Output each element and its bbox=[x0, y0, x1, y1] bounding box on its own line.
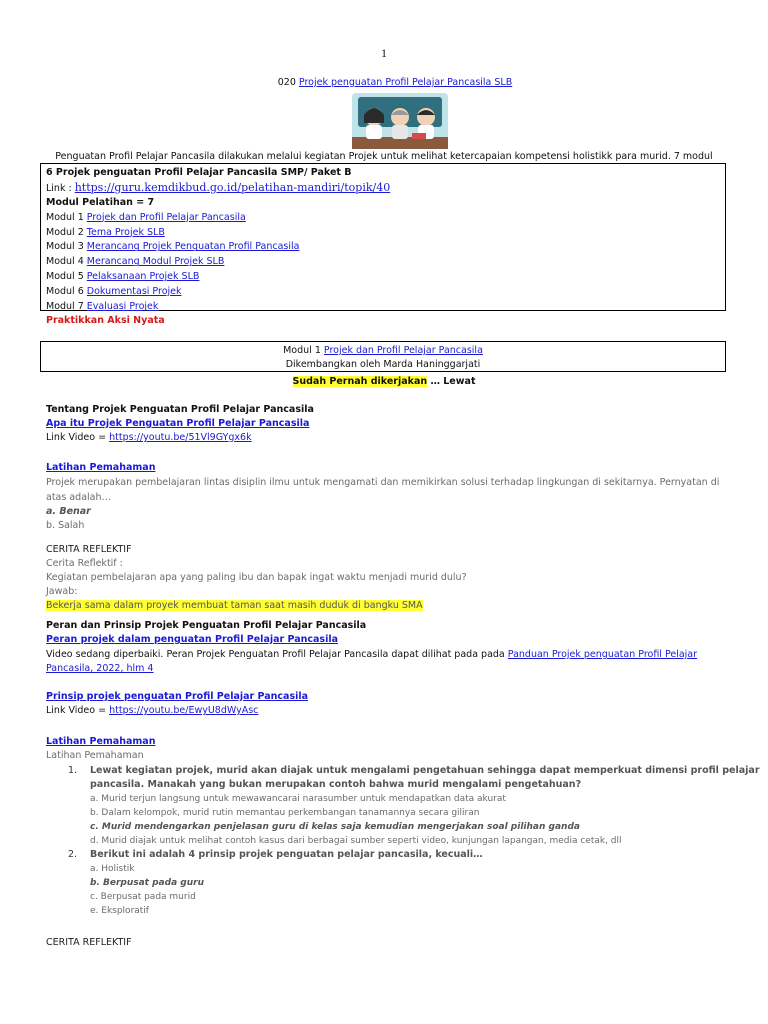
modul-prefix: Modul 1 bbox=[46, 211, 87, 223]
apa-itu-link[interactable]: Apa itu Projek Penguatan Profil Pelajar Pancasila bbox=[46, 418, 310, 429]
video-label: Link Video = bbox=[46, 432, 110, 443]
page-number: 1 bbox=[381, 46, 387, 60]
latihan-1-option-a[interactable]: a. Benar bbox=[46, 506, 91, 517]
section-2-title: Peran dan Prinsip Projek Penguatan Profil Pelajar Pancasila bbox=[46, 620, 367, 631]
modul-link-6[interactable]: Dokumentasi Projek bbox=[86, 286, 182, 298]
doc-title-line bbox=[0, 77, 768, 88]
q2-option-c[interactable]: c. Berpusat pada murid bbox=[90, 892, 196, 902]
section-title: Tentang Projek Penguatan Profil Pelajar Pancasila bbox=[46, 404, 314, 415]
prinsip-link[interactable]: Prinsip projek penguatan Profil Pelajar Pancasila bbox=[46, 691, 309, 702]
modul-prefix: Modul 6 bbox=[46, 286, 87, 298]
cerita-reflektif-1 bbox=[46, 543, 736, 613]
aksi-nyata-label: Praktikkan Aksi Nyata bbox=[46, 315, 165, 326]
modul-count: Modul Pelatihan = 7 bbox=[46, 196, 155, 208]
latihan-1-title[interactable]: Latihan Pemahaman bbox=[46, 462, 156, 473]
course-info-box bbox=[40, 163, 726, 311]
modul1-title-row bbox=[41, 344, 725, 358]
question-1-line1: Lewat kegiatan projek, murid akan diajak untuk mengalami pengetahuan sehingga dapat memperkuat dimensi profil pelajar bbox=[90, 765, 760, 776]
modul-link-1[interactable]: Projek dan Profil Pelajar Pancasila bbox=[86, 211, 246, 223]
modul1-box bbox=[40, 341, 726, 372]
question-2-line1: Berikut ini adalah 4 prinsip projek penguatan pelajar pancasila, kecuali… bbox=[90, 849, 483, 860]
latihan-1 bbox=[46, 461, 736, 533]
modul-prefix: Modul 3 bbox=[46, 241, 87, 253]
students-illustration bbox=[352, 93, 448, 149]
question-number: 2. bbox=[68, 849, 78, 860]
modul-prefix: Modul 4 bbox=[46, 256, 87, 268]
cerita-1-jawab: Jawab: bbox=[46, 586, 78, 597]
q2-option-e[interactable]: e. Eksploratif bbox=[90, 906, 149, 916]
latihan-2 bbox=[46, 735, 736, 763]
question-1-line2: pancasila. Manakah yang bukan merupakan contoh bahwa murid mengalami pengetahuan? bbox=[90, 779, 582, 790]
section-tentang bbox=[46, 403, 736, 445]
question-2 bbox=[46, 848, 736, 862]
modul1-prefix: Modul 1 bbox=[283, 345, 324, 356]
modul-prefix: Modul 7 bbox=[46, 301, 87, 313]
cerita-reflektif-2 bbox=[46, 936, 736, 950]
developer-line: Dikembangkan oleh Marda Haninggarjati bbox=[285, 358, 481, 370]
latihan-2-title[interactable]: Latihan Pemahaman bbox=[46, 736, 156, 747]
section-peran bbox=[46, 619, 736, 676]
modul-prefix: Modul 5 bbox=[46, 271, 87, 283]
q2-option-a[interactable]: a. Holistik bbox=[90, 864, 135, 874]
modul-row-3 bbox=[46, 240, 720, 255]
question-list bbox=[46, 764, 760, 918]
panduan-link-cont[interactable]: Pancasila, 2022, hlm 4 bbox=[46, 663, 154, 674]
cerita-1-question: Kegiatan pembelajaran apa yang paling ibu dan bapak ingat waktu menjadi murid dulu? bbox=[46, 572, 467, 583]
title-prefix: 020 bbox=[277, 77, 299, 88]
link-label: Link : bbox=[46, 182, 75, 194]
modul-link-7[interactable]: Evaluasi Projek bbox=[86, 301, 159, 313]
video-link-2[interactable]: https://youtu.be/EwyU8dWyAsc bbox=[109, 705, 259, 716]
q2-option-b[interactable]: b. Berpusat pada guru bbox=[90, 878, 204, 888]
q1-option-d[interactable]: d. Murid diajak untuk melihat contoh kasus dari berbagai sumber seperti video, kunjungan lapangan, media cetak, dll bbox=[90, 836, 622, 846]
modul-row-7 bbox=[46, 300, 720, 315]
question-1 bbox=[46, 764, 760, 792]
latihan-2-subtitle: Latihan Pemahaman bbox=[46, 750, 144, 761]
modul1-link[interactable]: Projek dan Profil Pelajar Pancasila bbox=[323, 345, 483, 356]
cerita-1-subtitle: Cerita Reflektif : bbox=[46, 558, 123, 569]
video-row-2 bbox=[46, 704, 736, 718]
cerita-2-title: CERITA REFLEKTIF bbox=[46, 937, 132, 948]
status-highlight: Sudah Pernah dikerjakan bbox=[292, 376, 428, 387]
modul-row-1 bbox=[46, 211, 720, 226]
title-link[interactable]: Projek penguatan Profil Pelajar Pancasila SLB bbox=[298, 77, 513, 88]
modul-link-3[interactable]: Merancang Projek Penguatan Profil Pancasila bbox=[86, 241, 300, 253]
video-note-line bbox=[46, 648, 736, 662]
status-rest: … Lewat bbox=[427, 376, 476, 387]
q1-option-c[interactable]: c. Murid mendengarkan penjelasan guru di kelas saja kemudian mengerjakan soal pilihan ganda bbox=[90, 822, 580, 832]
latihan-1-question-line1: Projek merupakan pembelajaran lintas disiplin ilmu untuk mengamati dan memikirkan solusi terhadap lingkungan di sekitarnya. Pernyatan di bbox=[46, 477, 720, 488]
video-note-text: Video sedang diperbaiki. Peran Projek Penguatan Profil Pelajar Pancasila dapat dilihat pada pada bbox=[46, 649, 508, 660]
modul-link-2[interactable]: Tema Projek SLB bbox=[86, 226, 165, 238]
video-link-1[interactable]: https://youtu.be/51Vl9GYgx6k bbox=[109, 432, 252, 443]
cerita-1-title: CERITA REFLEKTIF bbox=[46, 544, 132, 555]
latihan-1-question-line2: atas adalah… bbox=[46, 492, 111, 503]
modul-row-2 bbox=[46, 226, 720, 241]
modul-link-5[interactable]: Pelaksanaan Projek SLB bbox=[86, 271, 200, 283]
cerita-1-answer: Bekerja sama dalam proyek membuat taman saat masih duduk di bangku SMA bbox=[46, 600, 423, 611]
q1-option-b[interactable]: b. Dalam kelompok, murid rutin memantau perkembangan tanamannya secara giliran bbox=[90, 808, 480, 818]
latihan-1-option-b[interactable]: b. Salah bbox=[46, 520, 85, 531]
modul-row-4 bbox=[46, 255, 720, 270]
panduan-link[interactable]: Panduan Projek penguatan Profil Pelajar bbox=[507, 649, 698, 660]
course-url-link[interactable]: https://guru.kemdikbud.go.id/pelatihan-mandiri/topik/40 bbox=[74, 180, 391, 194]
course-heading: 6 Projek penguatan Profil Pelajar Pancasila SMP/ Paket B bbox=[46, 167, 352, 178]
status-line bbox=[0, 376, 768, 387]
video-label: Link Video = bbox=[46, 705, 110, 716]
video-row-1 bbox=[46, 431, 736, 445]
question-number: 1. bbox=[68, 765, 78, 776]
intro-paragraph: Penguatan Profil Pelajar Pancasila dilakukan melalui kegiatan Projek untuk melihat ketercapaian kompetensi holistikk para murid. 7 modul bbox=[55, 151, 713, 162]
modul-row-5 bbox=[46, 270, 720, 285]
q1-option-a[interactable]: a. Murid terjun langsung untuk mewawancarai narasumber untuk mendapatkan data akurat bbox=[90, 794, 506, 804]
modul-row-6 bbox=[46, 285, 720, 300]
section-prinsip bbox=[46, 690, 736, 718]
modul-link-4[interactable]: Merancang Modul Projek SLB bbox=[86, 256, 225, 268]
course-link-row bbox=[46, 181, 720, 196]
peran-link[interactable]: Peran projek dalam penguatan Profil Pelajar Pancasila bbox=[46, 634, 339, 645]
modul-prefix: Modul 2 bbox=[46, 226, 87, 238]
